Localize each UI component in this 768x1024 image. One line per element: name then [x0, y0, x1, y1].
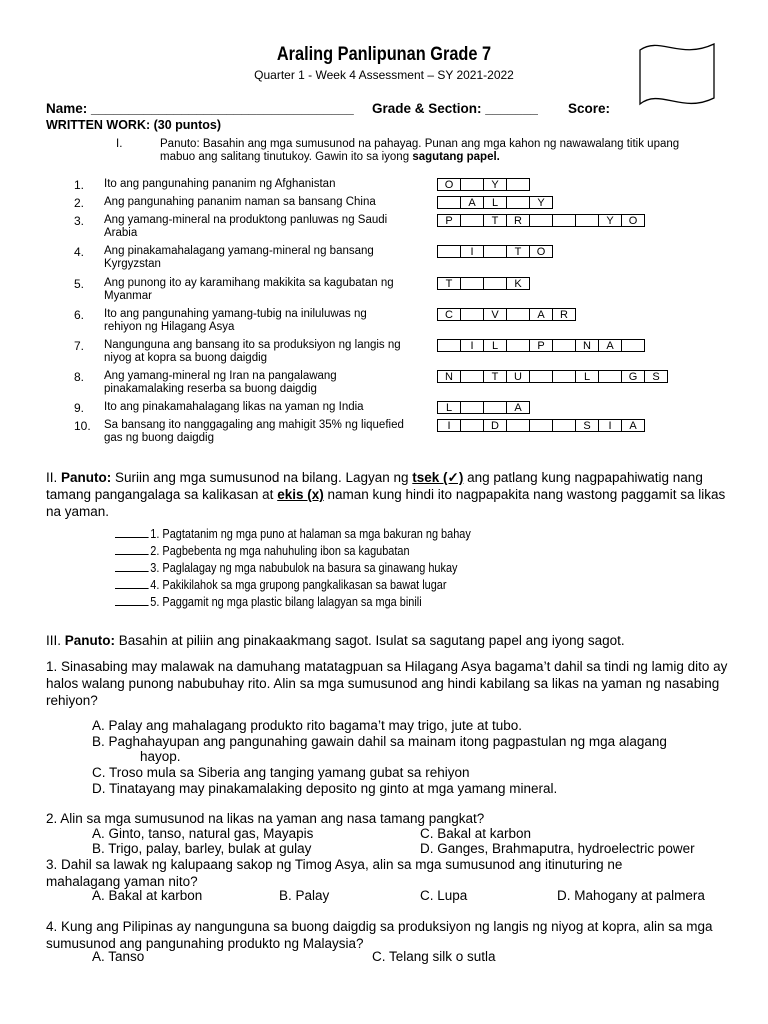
letter-box[interactable]: [460, 370, 484, 383]
word-boxes: [437, 196, 552, 209]
letter-box[interactable]: O: [437, 178, 461, 191]
part2-text-a: Suriin ang mga sumusunod na bilang. Lagyan ng: [115, 470, 409, 485]
question-3: 3. Dahil sa lawak ng kalupaang sakop ng Timog Asya, alin sa mga sumusunod ang itinuturing ne mahalagang yaman nito?: [46, 857, 623, 889]
part2-tsek: tsek (✓): [412, 470, 464, 485]
word-boxes: [437, 214, 644, 227]
letter-box[interactable]: [575, 214, 599, 227]
letter-box[interactable]: L: [575, 370, 599, 383]
q3-option-b: B. Palay: [279, 888, 330, 903]
answer-blank[interactable]: [115, 554, 149, 555]
score-label: Score:: [568, 101, 611, 116]
part2-panuto: Panuto:: [61, 470, 112, 485]
letter-box[interactable]: [529, 419, 553, 432]
flag-icon: [636, 36, 718, 116]
part2-item-text: 1. Pagtatanim ng mga puno at halaman sa mga bakuran ng bahay: [150, 526, 471, 541]
q4-option-a: A. Tanso: [92, 949, 145, 964]
letter-box[interactable]: N: [437, 370, 461, 383]
part2-text-b: ang patlang kung nagpapahiwatig nang tamang pangangalaga sa kalikasan at: [46, 470, 703, 502]
worksheet-subtitle: Quarter 1 - Week 4 Assessment – SY 2021-2022: [254, 68, 514, 82]
letter-box[interactable]: [483, 401, 507, 414]
part2-item-text: 3. Paglalagay ng mga nabubulok na basura sa ginawang hukay: [150, 560, 458, 575]
item-number: 5.: [74, 277, 85, 291]
part2-number: II.: [46, 470, 58, 485]
q4-option-c: C. Telang silk o sutla: [372, 949, 496, 964]
word-boxes: [437, 370, 667, 383]
item-text: Ang pangunahing pananim naman sa bansang China: [104, 196, 376, 208]
q1-option-b: B. Paghahayupan ang pangunahing gawain dahil sa mainam itong pagpastulan ng mga alagang: [92, 734, 667, 749]
item-number: 7.: [74, 339, 85, 353]
letter-box[interactable]: Y: [598, 214, 622, 227]
answer-blank[interactable]: [115, 605, 149, 606]
q3-option-d: D. Mahogany at palmera: [557, 888, 705, 903]
letter-box[interactable]: A: [621, 419, 645, 432]
item-number: 2.: [74, 196, 85, 210]
letter-box[interactable]: P: [529, 339, 553, 352]
letter-box[interactable]: C: [437, 308, 461, 321]
word-boxes: [437, 178, 529, 191]
letter-box[interactable]: [552, 419, 576, 432]
word-boxes: [437, 245, 552, 258]
letter-box[interactable]: [437, 339, 461, 352]
item-number: 6.: [74, 308, 85, 322]
letter-box[interactable]: [460, 308, 484, 321]
answer-blank[interactable]: [115, 571, 149, 572]
word-boxes: [437, 339, 644, 352]
letter-box[interactable]: [460, 419, 484, 432]
part2-item-text: 4. Pakikilahok sa mga grupong pangkalikasan sa bawat lugar: [150, 577, 447, 592]
letter-box[interactable]: Y: [529, 196, 553, 209]
q3-option-c: C. Lupa: [420, 888, 468, 903]
letter-box[interactable]: T: [506, 245, 530, 258]
letter-box[interactable]: [529, 370, 553, 383]
letter-box[interactable]: [483, 245, 507, 258]
letter-box[interactable]: U: [506, 370, 530, 383]
q2-option-b: B. Trigo, palay, barley, bulak at gulay: [92, 841, 312, 856]
part2-item: [115, 594, 422, 609]
item-text: Ito ang pangunahing yamang-tubig na iniluluwas ng rehiyon ng Hilagang Asya: [104, 308, 367, 333]
word-boxes: [437, 308, 575, 321]
part3-panuto: Panuto:: [64, 633, 116, 648]
word-boxes: [437, 277, 529, 290]
letter-box[interactable]: [552, 214, 576, 227]
letter-box[interactable]: [598, 370, 622, 383]
letter-box[interactable]: L: [437, 401, 461, 414]
item-number: 1.: [74, 178, 85, 192]
letter-box[interactable]: [506, 339, 530, 352]
letter-box[interactable]: [460, 178, 484, 191]
word-boxes: [437, 401, 529, 414]
part1-number: I.: [116, 138, 123, 150]
letter-box[interactable]: N: [575, 339, 599, 352]
part2-item-text: 5. Paggamit ng mga plastic bilang lalagyan sa mga binili: [150, 594, 422, 609]
item-text: Ang punong ito ay karamihang makikita sa kagubatan ng Myanmar: [104, 277, 394, 302]
letter-box[interactable]: A: [598, 339, 622, 352]
letter-box[interactable]: Y: [483, 178, 507, 191]
part3-number: III.: [46, 633, 62, 648]
letter-box[interactable]: [460, 214, 484, 227]
part2-item: [115, 560, 457, 575]
item-text: Ang pinakamahalagang yamang-mineral ng bansang Kyrgyzstan: [104, 245, 374, 270]
item-number: 8.: [74, 370, 85, 384]
part2-item: [115, 543, 410, 558]
word-boxes: [437, 419, 644, 432]
item-number: 4.: [74, 245, 85, 259]
question-1: 1. Sinasabing may malawak na damuhang matatagpuan sa Hilagang Asya bagama’t dahil sa tindi ng lamig dito ay halos walang punong nabubuhay rito. Alin sa mga sumusunod ang hindi kabilang sa likas na yaman ng nasabing rehiyon?: [46, 659, 728, 708]
letter-box[interactable]: D: [483, 419, 507, 432]
letter-box[interactable]: A: [460, 196, 484, 209]
letter-box[interactable]: K: [506, 277, 530, 290]
letter-box[interactable]: V: [483, 308, 507, 321]
part2-item-text: 2. Pagbebenta ng mga nahuhuling ibon sa kagubatan: [150, 543, 410, 558]
item-text: Nangunguna ang bansang ito sa produksiyon ng langis ng niyog at kopra sa buong daigdig: [104, 339, 401, 364]
letter-box[interactable]: I: [460, 245, 484, 258]
item-text: Ito ang pangunahing pananim ng Afghanistan: [104, 178, 336, 190]
q1-option-d: D. Tinatayang may pinakamalaking deposito ng ginto at mga yamang mineral.: [92, 781, 558, 796]
part1-instruction-bold: sagutang papel.: [412, 151, 500, 163]
letter-box[interactable]: A: [506, 401, 530, 414]
q2-option-c: C. Bakal at karbon: [420, 826, 532, 841]
item-number: 9.: [74, 401, 85, 415]
letter-box[interactable]: [460, 277, 484, 290]
letter-box[interactable]: I: [437, 419, 461, 432]
letter-box[interactable]: A: [529, 308, 553, 321]
q1-option-b-cont: hayop.: [140, 749, 181, 764]
letter-box[interactable]: R: [552, 308, 576, 321]
q3-option-a: A. Bakal at karbon: [92, 888, 203, 903]
answer-blank[interactable]: [115, 537, 149, 538]
item-text: Sa bansang ito nanggagaling ang mahigit 35% ng liquefied gas ng buong daigdig: [104, 419, 404, 444]
part2-text-c: naman kung hindi ito nagpapakita nang wastong paggamit sa likas na yaman.: [46, 487, 726, 519]
item-text: Ito ang pinakamahalagang likas na yaman ng India: [104, 401, 364, 413]
part2-item: [115, 526, 471, 541]
item-number: 10.: [74, 419, 91, 433]
letter-box[interactable]: P: [437, 214, 461, 227]
written-work-heading: WRITTEN WORK: (30 puntos): [46, 118, 221, 132]
question-4: 4. Kung ang Pilipinas ay nangunguna sa buong daigdig sa produksiyon ng langis ng niyog at kopra, alin sa mga sumusunod ang pangunahing produkto ng Malaysia?: [46, 919, 713, 951]
q1-option-a: A. Palay ang mahalagang produkto rito bagama’t may trigo, jute at tubo.: [92, 718, 523, 733]
letter-box[interactable]: [552, 370, 576, 383]
letter-box[interactable]: [552, 339, 576, 352]
letter-box[interactable]: G: [621, 370, 645, 383]
letter-box[interactable]: T: [437, 277, 461, 290]
q1-option-c: C. Troso mula sa Siberia ang tanging yamang gubat sa rehiyon: [92, 765, 470, 780]
letter-box[interactable]: O: [529, 245, 553, 258]
question-2: 2. Alin sa mga sumusunod na likas na yaman ang nasa tamang pangkat?: [46, 811, 485, 826]
grade-section-label: Grade & Section: _______: [372, 101, 538, 116]
letter-box[interactable]: T: [483, 214, 507, 227]
letter-box[interactable]: L: [483, 196, 507, 209]
letter-box[interactable]: [529, 214, 553, 227]
part3-text: Basahin at piliin ang pinakaakmang sagot. Isulat sa sagutang papel ang iyong sagot.: [118, 633, 625, 648]
part2-instruction: [46, 469, 736, 520]
letter-box[interactable]: [437, 196, 461, 209]
letter-box[interactable]: [506, 308, 530, 321]
letter-box[interactable]: [506, 178, 530, 191]
part1-instruction-text: Panuto: Basahin ang mga sumusunod na pahayag. Punan ang mga kahon ng nawawalang titik upang mabuo ang salitang tinutukoy. Gawin ito sa iyong: [160, 138, 680, 163]
letter-box[interactable]: [437, 245, 461, 258]
letter-box[interactable]: I: [460, 339, 484, 352]
letter-box[interactable]: [460, 401, 484, 414]
q2-option-a: A. Ginto, tanso, natural gas, Mayapis: [92, 826, 314, 841]
name-field-label: Name: ___________________________________: [46, 101, 354, 116]
q2-option-d: D. Ganges, Brahmaputra, hydroelectric power: [420, 841, 695, 856]
letter-box[interactable]: [483, 277, 507, 290]
letter-box[interactable]: [506, 196, 530, 209]
item-text: Ang yamang-mineral ng Iran na pangalawang pinakamalaking reserba sa buong daigdig: [104, 370, 337, 395]
letter-box[interactable]: I: [598, 419, 622, 432]
part1-instruction: [160, 138, 680, 164]
part3-instruction: [46, 632, 736, 649]
part2-ekis: ekis (x): [277, 487, 324, 502]
letter-box[interactable]: [506, 419, 530, 432]
letter-box[interactable]: L: [483, 339, 507, 352]
worksheet-title: Araling Panlipunan Grade 7: [276, 44, 492, 65]
letter-box[interactable]: R: [506, 214, 530, 227]
letter-box[interactable]: S: [575, 419, 599, 432]
item-text: Ang yamang-mineral na produktong panluwas ng Saudi Arabia: [104, 214, 388, 239]
answer-blank[interactable]: [115, 588, 149, 589]
letter-box[interactable]: T: [483, 370, 507, 383]
part2-item: [115, 577, 447, 592]
letter-box[interactable]: [621, 339, 645, 352]
item-number: 3.: [74, 214, 85, 228]
letter-box[interactable]: O: [621, 214, 645, 227]
letter-box[interactable]: S: [644, 370, 668, 383]
